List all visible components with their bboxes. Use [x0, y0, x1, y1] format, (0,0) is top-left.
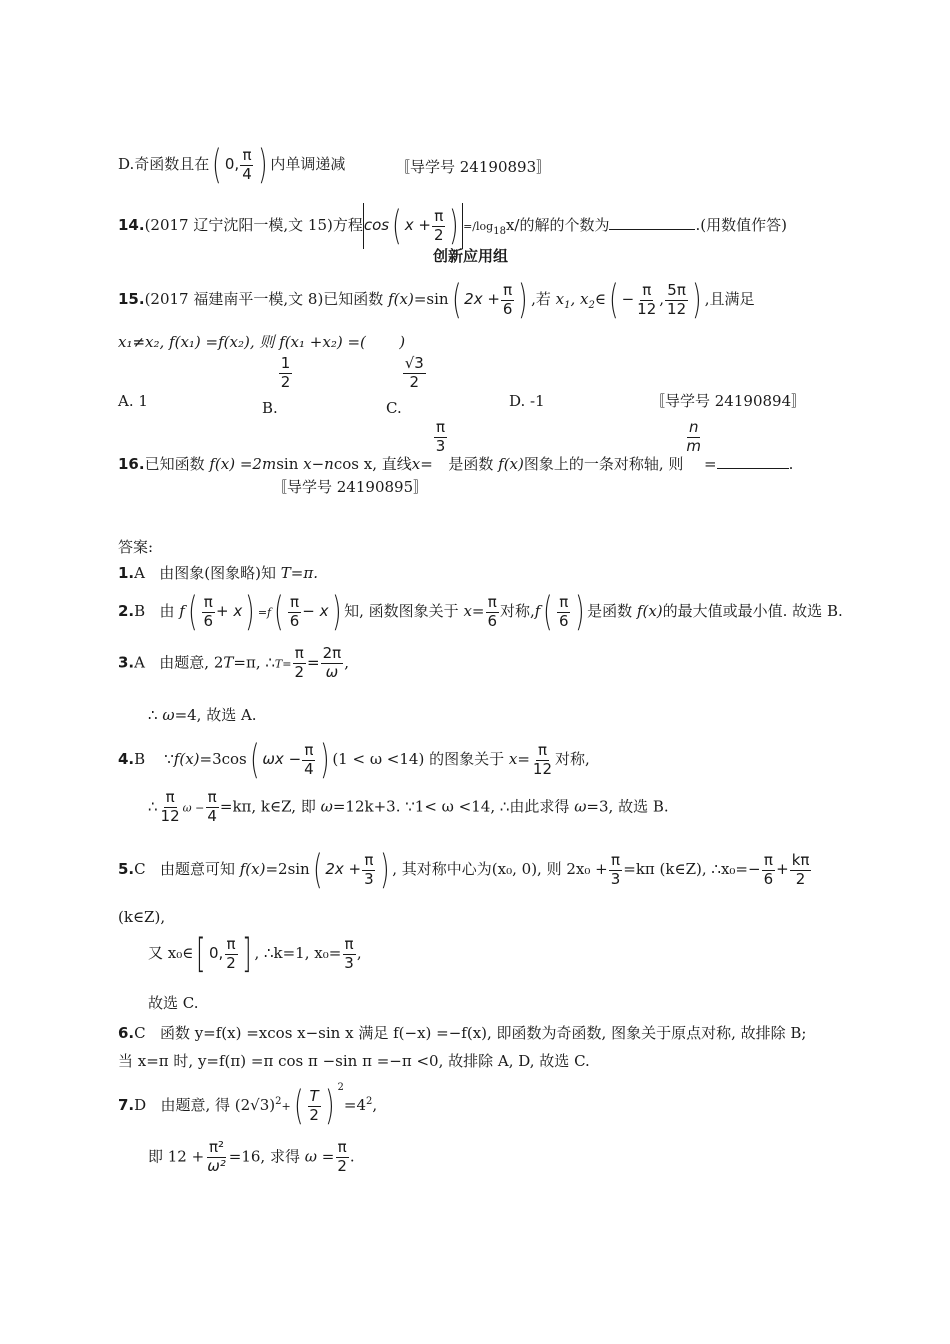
a4-arg: ωx − — [262, 750, 302, 768]
a4-xeq: x= — [508, 750, 530, 768]
a3-n1: π — [294, 644, 304, 662]
q15-arg-frac — [501, 280, 515, 318]
a5-frac5 — [224, 934, 238, 972]
a3-therefore: ∴ — [148, 706, 158, 724]
a1-number: 1. — [118, 564, 135, 582]
a2-t5: 的最大值或最小值. 故选 B. — [662, 602, 843, 620]
a4-letter: B — [134, 750, 146, 768]
q16-frac-den: 3 — [435, 436, 446, 455]
q14-log-base: 18 — [493, 226, 506, 237]
a6-line1: 函数 y=f(x) =xcos x−sin x 满足 f(−x) =−f(x), 即函数为奇函数, 图象关于原点对称, 故排除 B; — [159, 1024, 807, 1042]
a2-d1: 6 — [203, 611, 213, 630]
q15-vars: $x_1$, $x_2$ — [555, 290, 595, 311]
q15-text4: ∈ — [594, 290, 606, 308]
a4-frac3 — [159, 790, 182, 825]
a7-d3: 2 — [337, 1156, 347, 1175]
q16-fx2: f(x) — [498, 455, 524, 474]
a4-l2d: ω — [320, 797, 333, 816]
a4-t4: 对称, — [555, 750, 590, 768]
a2-n2: π — [289, 592, 300, 611]
a3-T2: T= — [274, 657, 292, 671]
a3-line2c: =4, 故选 A. — [174, 706, 257, 724]
a3-d2: ω — [325, 662, 339, 681]
answer-7-line2 — [148, 1140, 355, 1175]
q13-ref: 〚导学号 24190893〛 — [395, 158, 552, 176]
a5-n4: kπ — [791, 850, 810, 869]
a7-n1: T — [309, 1086, 319, 1105]
a6-letter: C — [134, 1024, 146, 1042]
a7-l2b: =16, 求得 — [228, 1147, 300, 1166]
q15-int-rparen: ) — [692, 277, 702, 323]
a5-d5: 2 — [226, 953, 236, 972]
a7-t1: 由题意, 得 (2√3) — [160, 1096, 276, 1114]
q15-int-b-den: 12 — [667, 299, 687, 318]
q15-option-b-num: 1 — [280, 354, 291, 372]
q13d-frac — [240, 145, 254, 183]
a4-d3: 12 — [160, 806, 180, 825]
q14-text4: .(用数值作答) — [695, 216, 787, 234]
q16-text7: 图象上的一条对称轴, 则 — [523, 455, 684, 474]
q14-text1: (2017 辽宁沈阳一模,文 15)方程 — [144, 216, 363, 234]
a4-t2: =3cos — [199, 750, 247, 768]
a2-number: 2. — [118, 602, 135, 620]
a5-t4: =kπ (k∈Z), ∴x₀=− — [623, 860, 761, 878]
answer-1 — [118, 566, 318, 581]
a3-t3: , — [344, 653, 349, 672]
a2-plus: + x — [216, 602, 243, 620]
q15-arg-num: π — [503, 280, 513, 299]
a5-rp: ) — [379, 847, 390, 893]
answer-5-line2: (k∈Z), — [118, 908, 166, 926]
a1-text: 由图象(图象略)知 — [159, 564, 277, 582]
a6-number: 6. — [118, 1024, 135, 1042]
q15-option-b-den: 2 — [280, 372, 291, 391]
q13d-rparen: ) — [257, 142, 268, 188]
q16-answer-blank[interactable] — [717, 454, 789, 469]
a4-l2b: ω − — [182, 801, 205, 815]
answer-7 — [118, 1082, 378, 1129]
a7-plus: + — [281, 1100, 291, 1113]
a5-l3a: 又 x₀∈ — [148, 944, 194, 962]
a2-t1: 由 — [159, 602, 175, 620]
q16-number: 16. — [118, 455, 145, 474]
a2-frac2 — [288, 592, 302, 630]
q15-option-c-num: √3 — [404, 354, 424, 372]
q14-rparen: ) — [449, 203, 459, 249]
a5-rbracket: ] — [241, 931, 252, 977]
q14-x: x + — [404, 216, 431, 234]
a4-n1: π — [304, 740, 314, 759]
answer-5 — [118, 847, 812, 893]
a4-frac1 — [302, 740, 316, 778]
q14-number: 14. — [118, 216, 145, 234]
q16-ratio-den: m — [686, 436, 702, 455]
a7-t3: , — [372, 1096, 378, 1114]
q15-text5: ,且满足 — [704, 290, 755, 308]
q14-answer-blank[interactable] — [609, 215, 695, 230]
answer-6-line2: 当 x=π 时, y=f(π) =π cos π −sin π =−π <0, 故排除 A, D, 故选 C. — [118, 1052, 590, 1070]
a4-n3: π — [165, 788, 175, 806]
a3-d1: 2 — [294, 662, 305, 681]
q16-fx: f(x) =2m — [209, 455, 277, 474]
a4-n4: π — [207, 788, 217, 806]
a2-d2: 6 — [289, 611, 300, 630]
a2-frac3 — [485, 592, 499, 630]
a2-eq: =f — [257, 606, 272, 619]
a2-n3: π — [487, 592, 497, 611]
a7-rp: ) — [325, 1083, 335, 1129]
a3-t1: 由题意, 2 — [159, 653, 224, 672]
a3-letter: A — [134, 653, 145, 672]
a2-n4: π — [559, 592, 569, 611]
q15-arg: 2x + — [464, 290, 500, 308]
a3-eq: = — [307, 653, 320, 672]
a5-frac3 — [762, 850, 776, 888]
a2-fx: f(x) — [636, 602, 663, 620]
q14-text2: =/log — [463, 220, 494, 233]
a7-t2: =4 — [343, 1096, 366, 1114]
a5-frac1 — [362, 850, 376, 888]
a4-d1: 4 — [304, 759, 314, 778]
q15-int-b-num: 5π — [667, 280, 686, 299]
a2-n1: π — [203, 592, 213, 611]
q15-option-c-den: 2 — [409, 372, 420, 391]
q13d-zero: 0, — [224, 155, 240, 173]
q15-option-b-frac — [279, 356, 293, 391]
a5-d1: 3 — [364, 869, 374, 888]
q15-option-b-label: B. — [262, 399, 278, 418]
a5-d2: 3 — [610, 869, 621, 888]
a2-t2: 知, 函数图象关于 — [344, 602, 459, 620]
q15-option-b[interactable] — [262, 354, 293, 418]
a5-plus: + — [776, 860, 789, 878]
q15-int-a — [635, 280, 658, 318]
a7-l2d: . — [349, 1147, 355, 1166]
a7-frac2 — [205, 1140, 228, 1175]
answers-title: 答案: — [118, 538, 154, 556]
a2-rp2: ) — [331, 589, 341, 635]
q15-line2: x₁≠x₂, f(x₁) =f(x₂), 则 f(x₁ +x₂) =( ) — [118, 333, 406, 351]
q16-sin: sin — [276, 455, 299, 474]
a4-rp: ) — [319, 737, 330, 783]
q15-option-d[interactable]: D. -1 — [509, 392, 545, 410]
a4-frac4 — [205, 790, 219, 825]
a4-lp: ( — [249, 737, 260, 783]
q16-xeq: x= — [411, 455, 433, 474]
a2-d3: 6 — [487, 611, 498, 630]
a5-l3c: , ∴k=1, x₀= — [254, 944, 342, 962]
a7-letter: D — [134, 1096, 147, 1114]
a5-frac2 — [609, 850, 623, 888]
q15-line1: 15.(2017 福建南平一模,文 8)已知函数 f(x)=sin( 2x + $\frac{\pi}{6}$ ) ,若 $x_1$, $x_2\in$( − $\frac{\pi}{12}$ , $\frac{5\pi}{12}$ ) ,且满足 — [118, 277, 755, 323]
q13d-lparen: ( — [212, 142, 222, 188]
a5-n6: π — [344, 934, 354, 953]
a3-n2: 2π — [322, 644, 342, 662]
a4-d4: 4 — [207, 806, 217, 825]
q16-ref: 〚导学号 24190895〛 — [272, 478, 429, 496]
q15-int-lparen: ( — [609, 277, 619, 323]
answer-5-line4: 故选 C. — [148, 994, 199, 1012]
a2-minus: − x — [302, 602, 329, 620]
a7-n3: π — [337, 1138, 347, 1156]
a4-frac2 — [531, 740, 554, 778]
q15-text1: (2017 福建南平一模,文 8)已知函数 — [144, 290, 384, 308]
a7-d2: ω² — [207, 1156, 226, 1175]
a4-l2c: =kπ, k∈Z, 即 — [219, 797, 316, 816]
q15-text3: ,若 — [531, 290, 551, 308]
a5-t2: =2sin — [265, 860, 310, 878]
a5-l3b: 0, — [208, 944, 224, 962]
q16-ratio-num: n — [688, 418, 699, 436]
a2-rp1: ) — [245, 589, 255, 635]
a3-T: T — [223, 653, 234, 672]
a4-n2: π — [537, 740, 547, 759]
q15-text2: =sin — [413, 290, 449, 308]
a4-d2: 12 — [532, 759, 552, 778]
q13d-frac-num: π — [242, 145, 252, 164]
a7-number: 7. — [118, 1096, 135, 1114]
q13d-suffix: 内单调递减 — [270, 155, 346, 173]
q16-xn: x−n — [303, 455, 334, 474]
a5-n2: π — [610, 850, 620, 869]
a3-omega: ω — [162, 706, 175, 724]
answer-3-line2 — [148, 708, 257, 723]
a5-t3: , 其对称中心为(x₀, 0), 则 2x₀ + — [392, 860, 608, 878]
q15-int-b — [665, 280, 688, 318]
a1-letter: A — [134, 564, 145, 582]
q15-option-c[interactable] — [386, 354, 427, 418]
a5-fx: f(x) — [239, 860, 266, 878]
a4-l2e: =12k+3. ∵1< ω <14, ∴由此求得 — [332, 797, 570, 816]
a2-lp3: ( — [543, 589, 553, 635]
a5-frac6 — [342, 934, 356, 972]
a2-t3: 对称, — [500, 602, 535, 620]
q15-arg-den: 6 — [502, 299, 513, 318]
q15-int-a-den: 12 — [637, 299, 657, 318]
q14-lparen: ( — [392, 203, 402, 249]
q16-text5: x, 直线 — [363, 455, 412, 474]
a2-frac1 — [201, 592, 215, 630]
q16-text8: = — [704, 455, 717, 474]
a2-rp3: ) — [574, 589, 585, 635]
a1-T: T=π. — [280, 564, 318, 582]
a2-f: f — [179, 602, 185, 620]
a5-d4: 2 — [795, 869, 806, 888]
q16-text1: 已知函数 — [144, 455, 205, 474]
q14-line — [118, 203, 787, 249]
a2-letter: B — [134, 602, 146, 620]
q15-int-minus: − — [621, 290, 635, 308]
a7-lp: ( — [293, 1083, 304, 1129]
q14-cos: cos — [363, 216, 390, 234]
a5-n3: π — [763, 850, 773, 869]
q15-ref: 〚导学号 24190894〛 — [650, 392, 807, 410]
q15-int-a-num: π — [642, 280, 652, 299]
a3-frac1 — [292, 646, 306, 681]
a5-frac4 — [790, 850, 812, 888]
a2-lp2: ( — [274, 589, 284, 635]
q14-text3: x/的解的个数为 — [505, 216, 610, 234]
answer-4-line2 — [148, 790, 669, 825]
answer-5-line3 — [148, 931, 362, 977]
a7-l2a: 即 12 + — [148, 1147, 205, 1166]
a5-d6: 3 — [344, 953, 354, 972]
q14-frac-num: π — [434, 206, 444, 225]
a2-f2: f — [534, 602, 541, 620]
a5-lbracket: [ — [196, 931, 206, 977]
a7-sq3: 2 — [366, 1096, 373, 1107]
q16-frac-num: π — [436, 418, 446, 436]
a2-d4: 6 — [558, 611, 569, 630]
a2-t4: 是函数 — [587, 602, 633, 620]
q15-lparen: ( — [451, 277, 462, 323]
answer-2 — [118, 589, 843, 635]
a7-d1: 2 — [309, 1105, 319, 1124]
a4-t3: (1 < ω <14) 的图象关于 — [332, 750, 505, 768]
a5-t1: 由题意可知 — [159, 860, 235, 878]
q16-ratio — [684, 420, 703, 455]
a5-l3d: , — [356, 944, 362, 962]
a7-frac3 — [335, 1140, 349, 1175]
section-title: 创新应用组 — [433, 247, 509, 265]
q16-frac — [434, 420, 448, 455]
a7-n2: π² — [208, 1138, 225, 1156]
a7-l2c: ω = — [304, 1147, 335, 1166]
a4-l2g: =3, 故选 B. — [586, 797, 669, 816]
a5-letter: C — [134, 860, 146, 878]
answer-6 — [118, 1026, 806, 1041]
q13d-prefix: D.奇函数且在 — [118, 155, 210, 173]
a3-frac2 — [321, 646, 344, 681]
q15-number: 15. — [118, 290, 145, 308]
a4-fx: f(x) — [173, 750, 200, 768]
q16-line — [118, 418, 794, 474]
a3-t2: =π, ∴ — [233, 653, 275, 672]
a5-n1: π — [364, 850, 374, 869]
a2-frac4 — [557, 592, 571, 630]
q13d-frac-den: 4 — [242, 164, 252, 183]
a5-lp: ( — [312, 847, 323, 893]
a4-therefore: ∴ — [148, 797, 158, 816]
answer-3 — [118, 646, 349, 681]
q15-fx: f(x) — [388, 290, 414, 308]
a7-frac1 — [307, 1086, 321, 1124]
a5-d3: 6 — [763, 869, 774, 888]
a7-sq: 2 — [275, 1096, 282, 1107]
q14-frac-den: 2 — [433, 225, 444, 244]
a4-number: 4. — [118, 750, 135, 768]
a2-lp1: ( — [187, 589, 198, 635]
a3-number: 3. — [118, 653, 135, 672]
a5-arg: 2x + — [325, 860, 362, 878]
q16-text6: 是函数 — [448, 455, 494, 474]
q15-option-c-frac — [403, 356, 426, 391]
a2-xeq: x= — [463, 602, 485, 620]
a4-t1: ∵ — [164, 750, 174, 768]
a5-number: 5. — [118, 860, 135, 878]
a5-n5: π — [226, 934, 236, 953]
q15-option-c-label: C. — [386, 399, 402, 418]
q15-option-a[interactable]: A. 1 — [118, 392, 148, 410]
a7-sq2: 2 — [337, 1082, 344, 1093]
q14-frac — [432, 206, 446, 244]
a4-l2f: ω — [574, 797, 587, 816]
answer-4 — [118, 737, 590, 783]
q16-period: . — [788, 455, 794, 474]
q13-option-d — [118, 142, 346, 188]
q16-cos: cos — [333, 455, 359, 474]
q15-rparen: ) — [518, 277, 528, 323]
